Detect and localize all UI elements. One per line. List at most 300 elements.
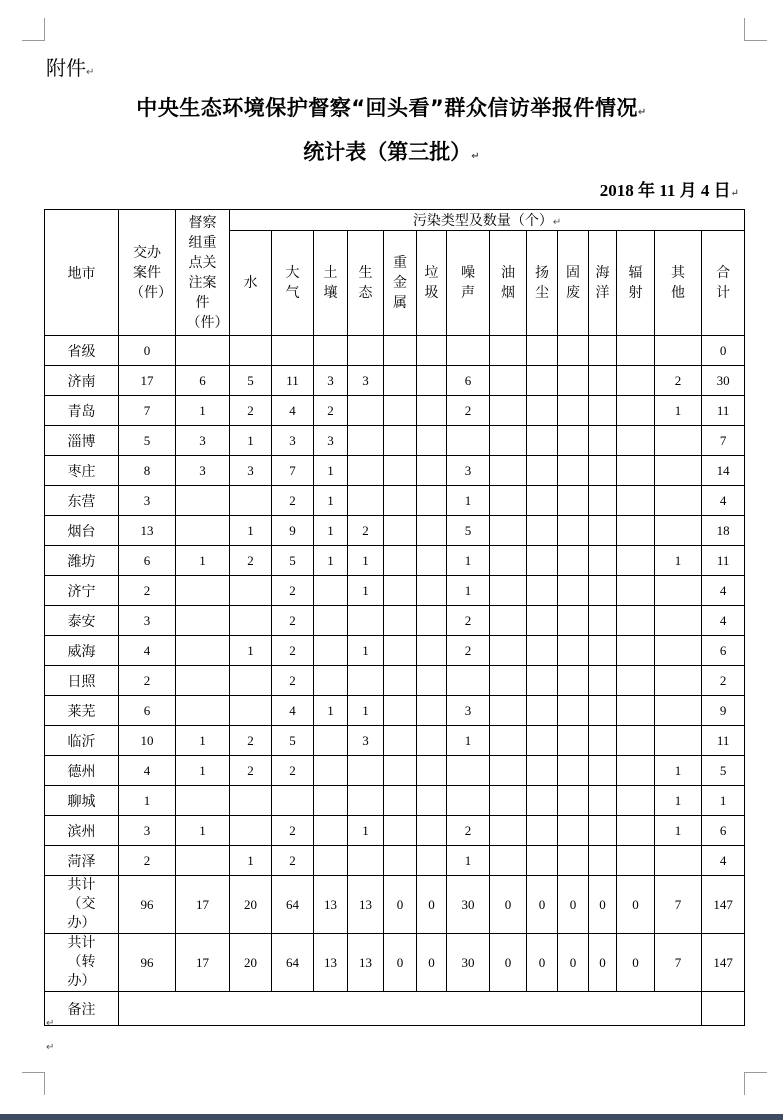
table-cell: 96 <box>119 934 176 992</box>
row-label: 济南 <box>45 366 119 396</box>
table-cell <box>490 756 527 786</box>
header-city: 地市 <box>45 210 119 336</box>
table-cell <box>384 396 417 426</box>
table-cell: 2 <box>447 606 490 636</box>
table-cell <box>617 606 655 636</box>
table-cell: 7 <box>655 876 702 934</box>
table-cell <box>655 636 702 666</box>
table-cell: 2 <box>655 366 702 396</box>
table-cell: 1 <box>119 786 176 816</box>
table-cell <box>417 726 447 756</box>
table-cell: 1 <box>447 726 490 756</box>
table-cell <box>655 336 702 366</box>
table-cell <box>617 636 655 666</box>
table-cell: 17 <box>176 934 230 992</box>
table-cell: 17 <box>176 876 230 934</box>
table-row <box>45 636 745 666</box>
table-cell <box>417 486 447 516</box>
table-cell: 2 <box>702 666 745 696</box>
table-cell <box>655 846 702 876</box>
crop-mark-bottom-right <box>744 1072 767 1095</box>
table-cell: 6 <box>447 366 490 396</box>
table-cell: 1 <box>655 756 702 786</box>
table-cell: 7 <box>702 426 745 456</box>
table-cell <box>558 786 589 816</box>
table-cell <box>384 666 417 696</box>
table-cell <box>230 786 272 816</box>
note-content[interactable] <box>119 992 702 1026</box>
table-cell <box>558 516 589 546</box>
table-cell: 13 <box>348 876 384 934</box>
table-cell <box>348 846 384 876</box>
table-cell: 1 <box>655 816 702 846</box>
document-title: 中央生态环境保护督察“回头看”群众信访举报件情况↵ <box>136 96 647 120</box>
table-cell: 3 <box>119 816 176 846</box>
table-cell: 13 <box>314 934 348 992</box>
table-cell: 4 <box>119 636 176 666</box>
table-cell: 3 <box>230 456 272 486</box>
table-cell: 4 <box>702 846 745 876</box>
table-cell <box>558 486 589 516</box>
row-label: 枣庄 <box>45 456 119 486</box>
table-cell: 0 <box>617 876 655 934</box>
table-cell <box>558 456 589 486</box>
table-cell <box>589 546 617 576</box>
table-cell <box>314 726 348 756</box>
table-cell <box>589 696 617 726</box>
table-cell <box>589 516 617 546</box>
table-cell: 0 <box>558 934 589 992</box>
total-row <box>45 934 745 992</box>
table-cell: 1 <box>348 696 384 726</box>
table-cell <box>230 606 272 636</box>
table-cell: 1 <box>314 486 348 516</box>
table-cell <box>589 366 617 396</box>
table-cell: 1 <box>176 546 230 576</box>
table-row <box>45 756 745 786</box>
table-cell <box>490 426 527 456</box>
table-cell <box>490 456 527 486</box>
table-cell: 20 <box>230 876 272 934</box>
table-cell <box>490 726 527 756</box>
table-cell: 1 <box>447 846 490 876</box>
table-cell <box>348 666 384 696</box>
table-cell: 2 <box>272 816 314 846</box>
table-cell <box>447 786 490 816</box>
table-cell: 3 <box>176 456 230 486</box>
table-cell: 11 <box>702 546 745 576</box>
table-row <box>45 426 745 456</box>
table-cell: 3 <box>348 366 384 396</box>
header-type: 大气 <box>272 231 314 336</box>
table-cell: 147 <box>702 876 745 934</box>
table-cell <box>558 756 589 786</box>
table-cell: 2 <box>230 726 272 756</box>
table-cell: 7 <box>119 396 176 426</box>
table-cell: 2 <box>119 576 176 606</box>
table-cell <box>176 516 230 546</box>
table-cell: 0 <box>527 876 558 934</box>
table-cell <box>617 816 655 846</box>
table-cell: 1 <box>702 786 745 816</box>
table-cell: 147 <box>702 934 745 992</box>
table-cell <box>417 816 447 846</box>
table-row <box>45 366 745 396</box>
table-row <box>45 546 745 576</box>
table-cell <box>384 726 417 756</box>
table-cell: 1 <box>176 756 230 786</box>
table-cell: 2 <box>272 576 314 606</box>
table-cell <box>384 336 417 366</box>
table-cell <box>655 486 702 516</box>
table-cell <box>655 456 702 486</box>
table-cell <box>617 336 655 366</box>
row-label: 烟台 <box>45 516 119 546</box>
table-cell: 2 <box>272 666 314 696</box>
table-cell <box>589 666 617 696</box>
table-cell <box>617 786 655 816</box>
table-cell: 1 <box>447 486 490 516</box>
statistics-table <box>44 209 745 1026</box>
table-cell: 5 <box>272 546 314 576</box>
table-cell <box>617 666 655 696</box>
table-cell: 2 <box>272 636 314 666</box>
table-cell: 14 <box>702 456 745 486</box>
table-cell <box>527 756 558 786</box>
table-cell: 2 <box>272 846 314 876</box>
table-cell <box>655 516 702 546</box>
table-cell <box>589 426 617 456</box>
table-cell: 2 <box>230 396 272 426</box>
table-cell: 64 <box>272 934 314 992</box>
table-cell <box>314 846 348 876</box>
table-cell <box>314 576 348 606</box>
table-cell <box>348 426 384 456</box>
table-cell <box>384 576 417 606</box>
crop-mark-top-left <box>22 18 45 41</box>
table-cell: 18 <box>702 516 745 546</box>
table-cell <box>617 756 655 786</box>
row-label: 青岛 <box>45 396 119 426</box>
table-cell <box>558 696 589 726</box>
table-cell: 1 <box>314 696 348 726</box>
table-cell: 3 <box>272 426 314 456</box>
table-cell <box>655 426 702 456</box>
table-cell: 2 <box>447 396 490 426</box>
table-cell <box>447 426 490 456</box>
table-cell <box>384 636 417 666</box>
table-cell <box>348 456 384 486</box>
row-label: 滨州 <box>45 816 119 846</box>
header-type: 合计 <box>702 231 745 336</box>
header-type: 油烟 <box>490 231 527 336</box>
table-cell <box>176 666 230 696</box>
table-cell <box>617 516 655 546</box>
table-cell <box>417 756 447 786</box>
table-cell <box>417 366 447 396</box>
table-cell: 0 <box>527 934 558 992</box>
table-cell: 5 <box>119 426 176 456</box>
table-cell <box>314 606 348 636</box>
table-cell <box>527 786 558 816</box>
row-label: 淄博 <box>45 426 119 456</box>
table-cell <box>384 606 417 636</box>
table-cell: 3 <box>348 726 384 756</box>
header-type: 噪声 <box>447 231 490 336</box>
table-cell <box>527 396 558 426</box>
table-cell: 1 <box>314 516 348 546</box>
table-cell <box>176 696 230 726</box>
table-cell: 11 <box>702 396 745 426</box>
table-cell <box>527 666 558 696</box>
header-pollution-group: 污染类型及数量（个）↵ <box>230 210 745 231</box>
row-label: 聊城 <box>45 786 119 816</box>
table-cell <box>176 846 230 876</box>
header-type: 固废 <box>558 231 589 336</box>
table-row <box>45 456 745 486</box>
table-row <box>45 816 745 846</box>
table-cell <box>589 726 617 756</box>
table-cell: 3 <box>119 486 176 516</box>
table-cell <box>348 336 384 366</box>
table-cell <box>589 336 617 366</box>
table-cell: 4 <box>119 756 176 786</box>
table-cell: 13 <box>348 934 384 992</box>
table-cell <box>617 546 655 576</box>
table-cell <box>558 426 589 456</box>
table-cell <box>527 726 558 756</box>
header-type: 重金属 <box>384 231 417 336</box>
row-label: 东营 <box>45 486 119 516</box>
table-cell <box>490 516 527 546</box>
table-cell <box>384 846 417 876</box>
table-cell <box>417 606 447 636</box>
table-row <box>45 396 745 426</box>
table-cell <box>589 456 617 486</box>
note-total <box>702 992 745 1026</box>
table-cell <box>617 486 655 516</box>
table-cell: 96 <box>119 876 176 934</box>
table-cell: 2 <box>119 846 176 876</box>
table-cell <box>617 726 655 756</box>
table-cell: 1 <box>655 546 702 576</box>
row-label: 莱芜 <box>45 696 119 726</box>
table-cell: 0 <box>384 934 417 992</box>
table-cell <box>490 666 527 696</box>
table-row <box>45 726 745 756</box>
table-cell <box>348 756 384 786</box>
table-cell: 3 <box>176 426 230 456</box>
table-cell <box>527 846 558 876</box>
table-cell <box>558 666 589 696</box>
table-cell <box>230 816 272 846</box>
table-cell: 1 <box>314 546 348 576</box>
table-row <box>45 516 745 546</box>
table-cell <box>272 786 314 816</box>
table-cell: 9 <box>702 696 745 726</box>
table-cell <box>617 396 655 426</box>
table-cell <box>490 546 527 576</box>
table-cell <box>589 486 617 516</box>
table-cell: 4 <box>702 606 745 636</box>
table-cell: 13 <box>119 516 176 546</box>
table-cell <box>558 636 589 666</box>
table-cell: 2 <box>230 546 272 576</box>
table-cell: 7 <box>272 456 314 486</box>
table-cell: 5 <box>272 726 314 756</box>
table-cell <box>527 486 558 516</box>
row-label: 共计（交办） <box>45 876 119 934</box>
table-cell <box>558 396 589 426</box>
table-cell: 0 <box>589 876 617 934</box>
header-type: 生态 <box>348 231 384 336</box>
table-cell: 30 <box>447 934 490 992</box>
table-row <box>45 666 745 696</box>
table-cell <box>589 576 617 606</box>
table-cell: 1 <box>230 636 272 666</box>
table-cell: 6 <box>119 546 176 576</box>
table-cell <box>176 786 230 816</box>
table-cell: 8 <box>119 456 176 486</box>
table-cell <box>558 726 589 756</box>
table-cell <box>527 516 558 546</box>
crop-mark-bottom-left <box>22 1072 45 1095</box>
table-cell <box>527 636 558 666</box>
table-cell: 1 <box>655 786 702 816</box>
table-row <box>45 486 745 516</box>
table-cell: 4 <box>702 486 745 516</box>
header-type: 扬尘 <box>527 231 558 336</box>
table-cell <box>176 606 230 636</box>
table-cell <box>490 366 527 396</box>
table-cell <box>527 696 558 726</box>
attachment-label: 附件↵ <box>46 56 95 80</box>
table-cell <box>417 636 447 666</box>
table-cell: 1 <box>348 576 384 606</box>
table-cell: 2 <box>447 816 490 846</box>
table-cell <box>417 426 447 456</box>
table-cell <box>417 666 447 696</box>
table-cell <box>384 756 417 786</box>
table-cell <box>314 666 348 696</box>
table-cell <box>490 696 527 726</box>
table-cell <box>384 786 417 816</box>
table-cell: 1 <box>314 456 348 486</box>
table-cell: 0 <box>490 876 527 934</box>
table-cell <box>617 366 655 396</box>
table-cell <box>176 636 230 666</box>
table-cell: 4 <box>272 696 314 726</box>
table-cell <box>384 366 417 396</box>
table-cell <box>417 576 447 606</box>
table-cell <box>314 336 348 366</box>
table-cell: 30 <box>702 366 745 396</box>
table-cell <box>655 666 702 696</box>
table-cell: 4 <box>702 576 745 606</box>
table-row <box>45 696 745 726</box>
table-cell <box>176 336 230 366</box>
row-label: 菏泽 <box>45 846 119 876</box>
table-cell <box>490 606 527 636</box>
table-cell <box>589 636 617 666</box>
table-cell: 6 <box>702 636 745 666</box>
row-label: 德州 <box>45 756 119 786</box>
table-cell <box>348 486 384 516</box>
table-cell <box>490 846 527 876</box>
header-assigned: 交办案件（件） <box>119 210 176 336</box>
table-cell: 0 <box>384 876 417 934</box>
table-cell <box>527 426 558 456</box>
table-cell: 17 <box>119 366 176 396</box>
table-cell: 1 <box>176 816 230 846</box>
header-focus: 督察组重点关注案件（件） <box>176 210 230 336</box>
table-cell: 0 <box>119 336 176 366</box>
table-cell: 6 <box>176 366 230 396</box>
table-cell <box>314 786 348 816</box>
table-cell: 5 <box>447 516 490 546</box>
table-cell: 2 <box>119 666 176 696</box>
table-cell <box>176 576 230 606</box>
document-date: 2018 年 11 月 4 日↵ <box>599 181 739 200</box>
row-label: 济宁 <box>45 576 119 606</box>
table-cell <box>558 576 589 606</box>
table-cell <box>558 336 589 366</box>
table-row <box>45 786 745 816</box>
table-cell <box>655 696 702 726</box>
table-cell: 30 <box>447 876 490 934</box>
table-cell: 0 <box>558 876 589 934</box>
row-label: 泰安 <box>45 606 119 636</box>
table-cell: 2 <box>348 516 384 546</box>
header-type: 辐射 <box>617 231 655 336</box>
table-cell: 1 <box>348 636 384 666</box>
table-cell <box>230 696 272 726</box>
table-cell <box>384 816 417 846</box>
table-cell <box>447 336 490 366</box>
table-cell <box>617 426 655 456</box>
table-cell: 6 <box>119 696 176 726</box>
table-cell: 3 <box>314 366 348 396</box>
table-cell: 3 <box>447 696 490 726</box>
table-cell <box>384 486 417 516</box>
table-cell: 64 <box>272 876 314 934</box>
table-cell: 4 <box>272 396 314 426</box>
table-cell: 10 <box>119 726 176 756</box>
table-cell <box>348 786 384 816</box>
table-cell: 11 <box>272 366 314 396</box>
table-cell <box>558 816 589 846</box>
table-cell: 2 <box>230 756 272 786</box>
table-cell: 1 <box>655 396 702 426</box>
table-cell <box>490 486 527 516</box>
table-cell: 3 <box>314 426 348 456</box>
table-cell <box>589 606 617 636</box>
note-row <box>45 992 745 1026</box>
table-cell <box>589 816 617 846</box>
crop-mark-top-right <box>744 18 767 41</box>
table-cell: 1 <box>230 846 272 876</box>
row-label: 临沂 <box>45 726 119 756</box>
table-cell <box>527 336 558 366</box>
table-cell <box>490 636 527 666</box>
table-cell <box>589 396 617 426</box>
empty-paragraph-mark: ↵ <box>46 1042 55 1053</box>
table-cell <box>527 546 558 576</box>
table-cell <box>527 576 558 606</box>
table-cell: 3 <box>447 456 490 486</box>
row-label: 潍坊 <box>45 546 119 576</box>
table-cell <box>617 456 655 486</box>
